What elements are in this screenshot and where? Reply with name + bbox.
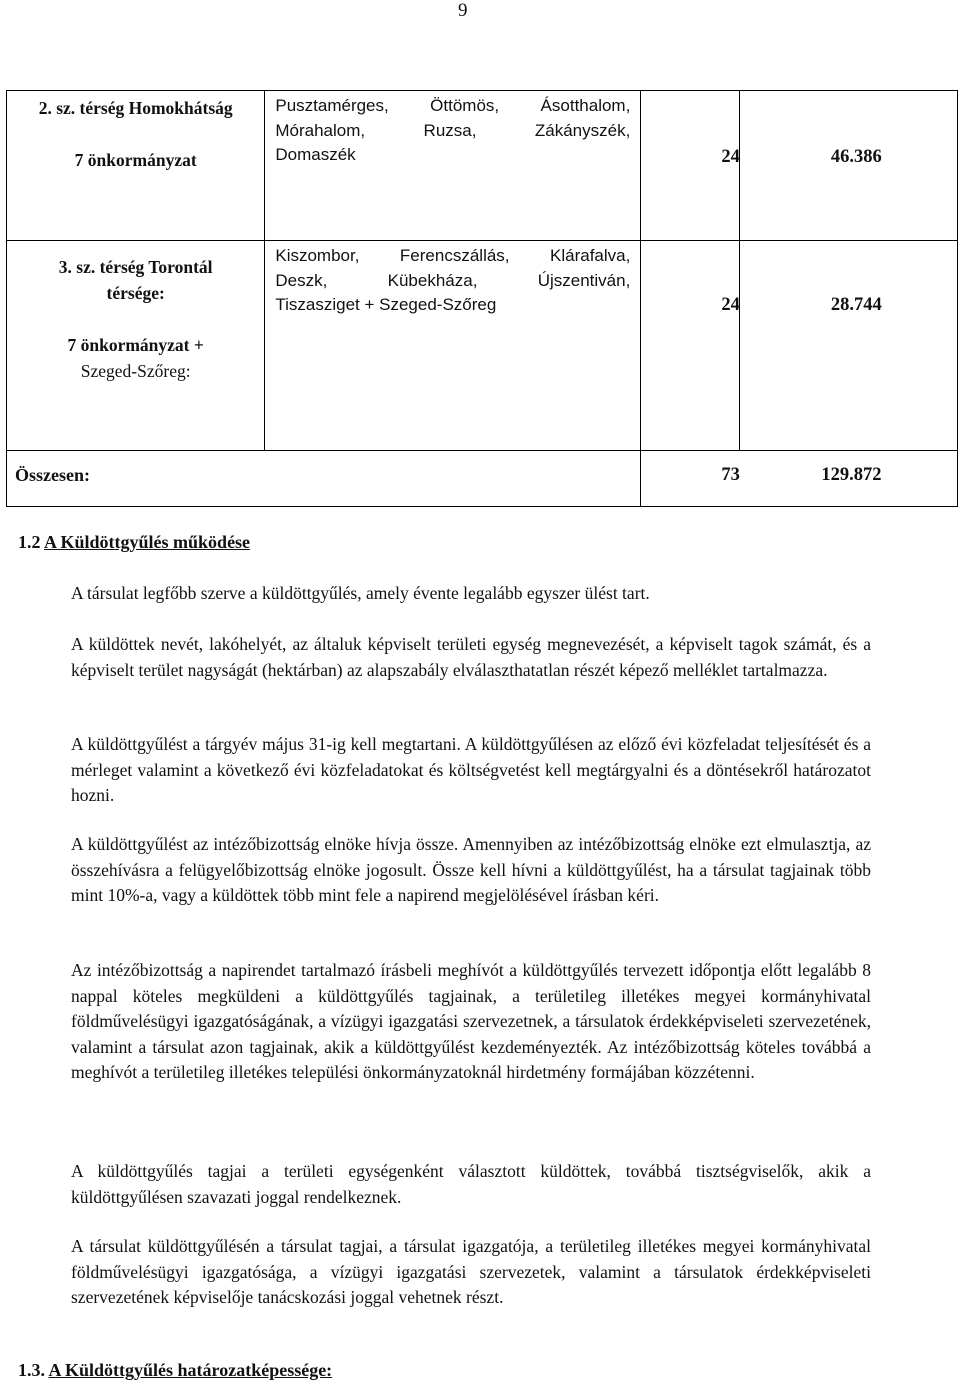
region-name: 3. sz. térség Torontál [58,257,213,277]
delegate-count: 24 [721,147,740,167]
region-name-cell [7,241,265,451]
section-heading-1-3 [18,1360,332,1381]
total-area: 129.872 [821,465,882,485]
area-cell [739,91,957,241]
total-count: 73 [721,465,740,485]
paragraph: Az intézőbizottság a napirendet tartalmazó írásbeli meghívót a küldöttgyűlés tervezett időpontja előtt legalább 8 nappal köteles megküldeni a küldöttgyűlés tagjainak, a területileg illetékes megyei kormányhivatal földművelésügyi igazgatóságának, a vízügyi igazgatási szervezetnek, a társulatok érdekképviseleti szervezetének, valamint a társulat azon tagjainak, akik a küldöttgyűlést kezdeményezték. Az intézőbizottság köteles továbbá a meghívót a területileg illetékes települési önkormányzatoknál hirdetmény formájában közzétenni. [71,960,871,1082]
paragraph: A küldöttek nevét, lakóhelyét, az általuk képviselt területi egység megnevezését, a képviselt tagok számát, és a képviselt terület nagyságát (hektárban) az alapszabály elválaszthatatlan részét képező melléklet tartalmazza. [71,634,871,680]
region-name-cont: térsége: [106,283,165,303]
paragraph: A küldöttgyűlést a tárgyév május 31-ig kell megtartani. A küldöttgyűlésen az előző évi közfeladat teljesítését és a mérleget valamint a következő évi közfeladatokat és költségvetést kell megtárgyalni és a döntésekről határozatot hozni. [71,734,871,805]
region-municipality-count: 7 önkormányzat + [67,335,204,355]
municipalities-line: Mórahalom, Ruzsa, Zákányszék, [275,120,631,140]
municipalities-line: Deszk, Kübekháza, Újszentiván, [275,270,631,290]
municipalities-cell [265,241,641,451]
paragraph: A küldöttgyűlést az intézőbizottság elnöke hívja össze. Amennyiben az intézőbizottság elnöke ezt elmulasztja, az összehívásra a felügyelőbizottság elnöke jogosult. Össze kell hívni a küldöttgyűlést, ha a társulat tagjainak több mint 10%-a, vagy a küldöttek több mint fele a napirend megjelölésével írásban kéri. [71,834,871,905]
paragraph: A küldöttgyűlés tagjai a területi egységenként választott küldöttek, továbbá tisztségviselők, akik a küldöttgyűlésen szavazati joggal rendelkeznek. [71,1161,871,1207]
paragraph: A társulat küldöttgyűlésén a társulat tagjai, a társulat igazgatója, a területileg illetékes megyei kormányhivatal földművelésügyi igazgatósága, a vízügyi igazgatási szervezetek, valamint a társulatok érdekképviseleti szervezetének képviselője tanácskozási joggal vehetnek részt. [71,1236,871,1307]
page-number: 9 [458,0,468,21]
total-label-cell [7,451,641,507]
delegate-count-cell [641,91,740,241]
area-value: 46.386 [830,147,882,167]
delegate-count: 24 [721,295,740,315]
regions-table [6,90,958,507]
municipalities-line: Tiszasziget + Szeged-Szőreg [275,295,497,314]
region-municipality-count: 7 önkormányzat [74,150,197,170]
area-cell [739,241,957,451]
municipalities-line: Kiszombor, Ferencszállás, Klárafalva, [275,246,631,265]
section-heading-1-2 [18,532,250,553]
paragraph: A társulat legfőbb szerve a küldöttgyűlés, amely évente legalább egyszer ülést tart. [71,583,650,603]
municipalities-line: Pusztamérges, Öttömös, Ásotthalom, [275,96,631,115]
total-area-cell [739,451,957,507]
municipalities-line: Domaszék [275,145,356,164]
table-row [7,241,958,451]
region-name: 2. sz. térség Homokhátság [38,98,233,118]
section-title: A Küldöttgyűlés működése [44,532,251,552]
municipalities-cell [265,91,641,241]
total-count-cell [641,451,740,507]
area-value: 28.744 [830,295,882,315]
table-total-row [7,451,958,507]
section-title: A Küldöttgyűlés határozatképessége: [48,1360,333,1380]
section-number: 1.2 [18,532,41,552]
section-number: 1.3. [18,1360,45,1380]
total-label: Összesen: [15,465,90,485]
region-extra: Szeged-Szőreg: [80,361,191,381]
delegate-count-cell [641,241,740,451]
